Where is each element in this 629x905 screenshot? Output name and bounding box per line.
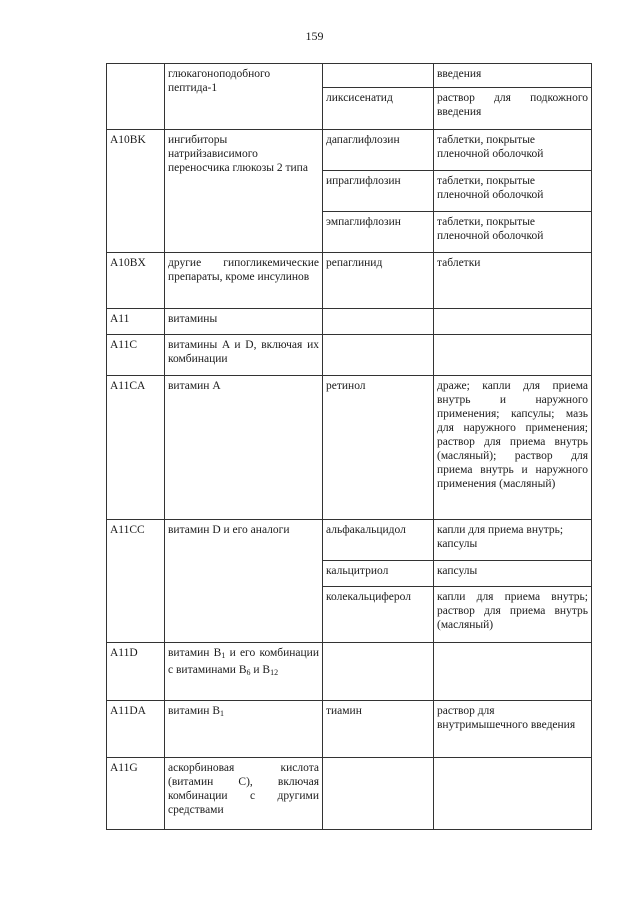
substance-cell: репаглинид: [323, 253, 434, 309]
group-cell: витамин D и его аналоги: [165, 520, 323, 643]
subscript: 6: [246, 668, 251, 677]
subscript: 1: [221, 651, 226, 660]
atc-code-cell: A10BX: [107, 253, 165, 309]
substance-cell: эмпаглифлозин: [323, 212, 434, 253]
form-cell: [434, 309, 592, 335]
table-row: [107, 701, 592, 758]
atc-code-cell: A11D: [107, 643, 165, 701]
substance-cell: дапаглифлозин: [323, 130, 434, 171]
page-number: 159: [305, 29, 324, 43]
substance-cell: ретинол: [323, 376, 434, 520]
substance-cell: [323, 643, 434, 701]
group-cell: витамин A: [165, 376, 323, 520]
substance-cell: [323, 309, 434, 335]
table-row: [107, 130, 592, 171]
atc-code-cell: A11CA: [107, 376, 165, 520]
atc-code-cell: A11: [107, 309, 165, 335]
group-cell: другие гипогликемические препараты, кроме инсулинов: [165, 253, 323, 309]
group-text-part: витамин B: [168, 705, 220, 717]
substance-cell: колекальциферол: [323, 587, 434, 643]
substance-cell: тиамин: [323, 701, 434, 758]
table-row: [107, 643, 592, 701]
form-cell: [434, 335, 592, 376]
table-row: [107, 335, 592, 376]
atc-code-cell: A10BK: [107, 130, 165, 253]
substance-cell: [323, 64, 434, 88]
table-row: [107, 520, 592, 561]
form-cell: таблетки, покрытые пленочной оболочкой: [434, 212, 592, 253]
subscript: 1: [220, 709, 224, 718]
form-cell: таблетки, покрытые пленочной оболочкой: [434, 171, 592, 212]
table-row: [107, 376, 592, 520]
medicines-table: [106, 63, 592, 830]
atc-code-cell: A11C: [107, 335, 165, 376]
form-cell: таблетки, покрытые пленочной оболочкой: [434, 130, 592, 171]
substance-cell: [323, 335, 434, 376]
form-cell: таблетки: [434, 253, 592, 309]
form-cell: капли для приема внутрь; капсулы: [434, 520, 592, 561]
form-cell: раствор для внутримышечного введения: [434, 701, 592, 758]
form-cell: капсулы: [434, 561, 592, 587]
substance-cell: ипраглифлозин: [323, 171, 434, 212]
substance-cell: [323, 758, 434, 830]
group-cell: витамины A и D, включая их комбинации: [165, 335, 323, 376]
substance-cell: ликсисенатид: [323, 88, 434, 130]
table-row: [107, 253, 592, 309]
group-cell: [165, 701, 323, 758]
atc-code-cell: A11DA: [107, 701, 165, 758]
group-cell: глюкагоноподобного пептида-1: [165, 64, 323, 130]
form-cell: раствор для подкожного введения: [434, 88, 592, 130]
group-text-part: витамин B: [168, 647, 222, 659]
table-row: [107, 64, 592, 88]
table-row: [107, 309, 592, 335]
form-cell: драже; капли для приема внутрь и наружного применения; капсулы; мазь для наружного применения; раствор для приема внутрь (масляный); раствор для приема внутрь и наружного применения (масляный): [434, 376, 592, 520]
atc-code-cell: A11G: [107, 758, 165, 830]
subscript: 12: [270, 668, 279, 677]
substance-cell: альфакальцидол: [323, 520, 434, 561]
atc-code-cell: [107, 64, 165, 130]
group-cell: аскорбиновая кислота (витамин C), включая комбинации с другими средствами: [165, 758, 323, 830]
table-row: [107, 758, 592, 830]
atc-code-cell: A11CC: [107, 520, 165, 643]
form-cell: введения: [434, 64, 592, 88]
form-cell: капли для приема внутрь; раствор для приема внутрь (масляный): [434, 587, 592, 643]
group-text-part: и B: [250, 664, 271, 676]
group-cell: ингибиторы натрийзависимого переносчика глюкозы 2 типа: [165, 130, 323, 253]
group-cell: витамины: [165, 309, 323, 335]
form-cell: [434, 643, 592, 701]
form-cell: [434, 758, 592, 830]
group-text-part: и его комбинации с витаминами B: [168, 647, 319, 676]
group-cell: [165, 643, 323, 701]
substance-cell: кальцитриол: [323, 561, 434, 587]
